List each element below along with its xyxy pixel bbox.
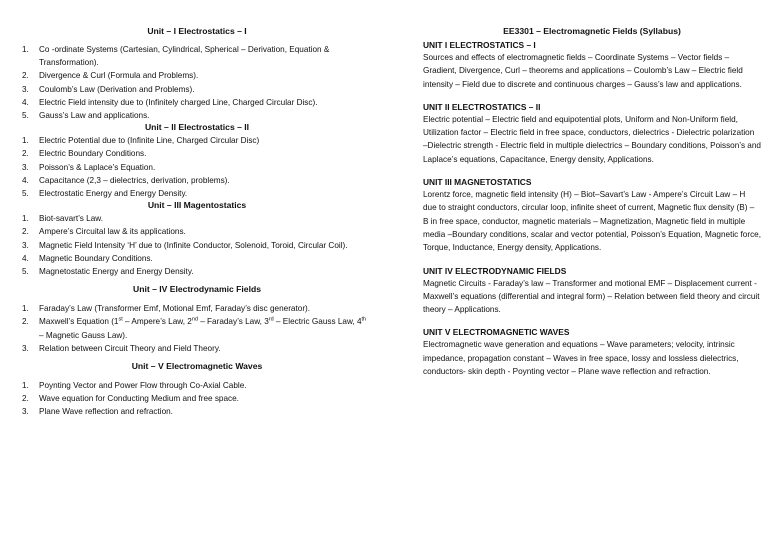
unit-5-section <box>22 361 372 419</box>
topic-item: 3. Relation between Circuit Theory and Field Theory. <box>22 343 221 353</box>
syllabus-unit-body: Electromagnetic wave generation and equations – Wave parameters; velocity, intrinsic impedance, propagation constant – Waves in free space, lossy and lossless dielectrics, conductors- skin depth - Poynting vector – Plane wave reflection and refraction. <box>423 340 739 377</box>
syllabus-unit-title: UNIT V ELECTROMAGNETIC WAVES <box>423 327 570 338</box>
syllabus-unit-body: Magnetic Circuits - Faraday’s law – Transformer and motional EMF – Displacement current -Maxwell’s equations (differential and integral form) – Relation between field theory and circuit theory – Applications. <box>423 278 760 315</box>
unit-1-heading: Unit – I Electrostatics – I <box>147 26 247 36</box>
unit-5-topics <box>22 379 372 419</box>
topic-item: 1. Poynting Vector and Power Flow through Co-Axial Cable. <box>22 381 247 391</box>
topic-item: 5. Electrostatic Energy and Energy Density. <box>22 189 188 199</box>
syllabus-unit-body: Lorentz force, magnetic field intensity (H) – Biot–Savart’s Law - Ampere’s Circuit Law – H due to straight conductors, circular loop, infinite sheet of current, Magnetic flux density (B) – B in free space, conductor, magnetic materials – Magnetization, Magnetic field in multiple media –Boundary conditions, scalar and vector potential, Poisson’s Equation, Magnetic force, Torque, Inductance, Energy density, Applications. <box>423 190 762 253</box>
unit-4-section <box>22 284 372 355</box>
unit-4-heading: Unit – IV Electrodynamic Fields <box>133 284 261 295</box>
topic-item: 4. Electric Field intensity due to (Infinitely charged Line, Charged Circular Disc). <box>22 97 318 107</box>
topic-item: 3. Poisson’s & Laplace’s Equation. <box>22 162 156 172</box>
syllabus-unit-body: Electric potential – Electric field and equipotential plots, Uniform and Non-Uniform field, Utilization factor – Electric field in free space, conductors, dielectrics - Dielectric polarization –Dielectric strength - Electric field in multiple dielectrics – Boundary conditions, Poisson’s and Laplace’s equations, Capacitance, Energy density, Applications. <box>423 114 761 164</box>
unit-topics-column <box>22 26 372 419</box>
topic-item: 2. Maxwell’s Equation (1st – Ampere’s Law, 2nd – Faraday’s Law, 3rd – Electric Gauss Law, 4th – Magnetic Gauss Law). <box>22 316 367 340</box>
topic-item: 5. Magnetostatic Energy and Energy Density. <box>22 267 194 277</box>
syllabus-unit-title: UNIT III MAGNETOSTATICS <box>423 177 532 188</box>
topic-item: 2. Electric Boundary Conditions. <box>22 149 147 159</box>
unit-1-topics <box>22 43 372 122</box>
topic-item: 2. Ampere’s Circuital law & its applications. <box>22 227 186 237</box>
syllabus-unit-3 <box>423 176 761 254</box>
topic-item: 2. Wave equation for Conducting Medium and free space. <box>22 394 239 404</box>
syllabus-unit-body: Sources and effects of electromagnetic fields – Coordinate Systems – Vector fields –Gradient, Divergence, Curl – theorems and applications – Coulomb’s Law – Electric field intensity – Field due to discrete and continuous charges – Gauss’s law and applications. <box>423 53 743 89</box>
topic-item: 1. Co -ordinate Systems (Cartesian, Cylindrical, Spherical – Derivation, Equation & Transformation). <box>22 45 330 68</box>
unit-5-heading: Unit – V Electromagnetic Waves <box>131 361 263 372</box>
unit-3-section <box>22 200 372 278</box>
topic-item: 1. Biot-savart’s Law. <box>22 214 104 224</box>
topic-item: 4. Capacitance (2,3 – dielectrics, derivation, problems). <box>22 175 230 185</box>
unit-2-topics <box>22 134 372 200</box>
unit-1-section <box>22 26 372 122</box>
topic-item: 1. Electric Potential due to (Infinite Line, Charged Circular Disc) <box>22 136 260 146</box>
unit-4-topics <box>22 302 372 355</box>
topic-item: 3. Coulomb’s Law (Derivation and Problems). <box>22 84 195 94</box>
syllabus-unit-title: UNIT II ELECTROSTATICS – II <box>423 101 541 112</box>
syllabus-unit-4 <box>423 265 761 317</box>
topic-item: 4. Magnetic Boundary Conditions. <box>22 253 153 263</box>
unit-3-heading: Unit – III Magentostatics <box>147 200 247 211</box>
unit-3-topics <box>22 212 372 278</box>
topic-item: 5. Gauss’s Law and applications. <box>22 111 150 121</box>
topic-item: 2. Divergence & Curl (Formula and Problems). <box>22 71 199 81</box>
syllabus-unit-1 <box>423 39 761 91</box>
unit-2-section <box>22 122 372 200</box>
syllabus-title: EE3301 – Electromagnetic Fields (Syllabus) <box>503 26 681 36</box>
unit-2-heading: Unit – II Electrostatics – II <box>144 122 250 133</box>
topic-item: 1. Faraday’s Law (Transformer Emf, Motional Emf, Faraday’s disc generator). <box>22 304 311 314</box>
syllabus-column <box>423 26 761 388</box>
topic-item: 3. Magnetic Field Intensity ‘H’ due to (Infinite Conductor, Solenoid, Toroid, Circular Coil). <box>22 240 348 250</box>
syllabus-unit-2 <box>423 101 761 166</box>
syllabus-unit-title: UNIT IV ELECTRODYNAMIC FIELDS <box>423 265 567 276</box>
syllabus-unit-5 <box>423 326 761 378</box>
topic-item: 3. Plane Wave reflection and refraction. <box>22 407 173 417</box>
syllabus-unit-title: UNIT I ELECTROSTATICS – I <box>423 40 536 50</box>
